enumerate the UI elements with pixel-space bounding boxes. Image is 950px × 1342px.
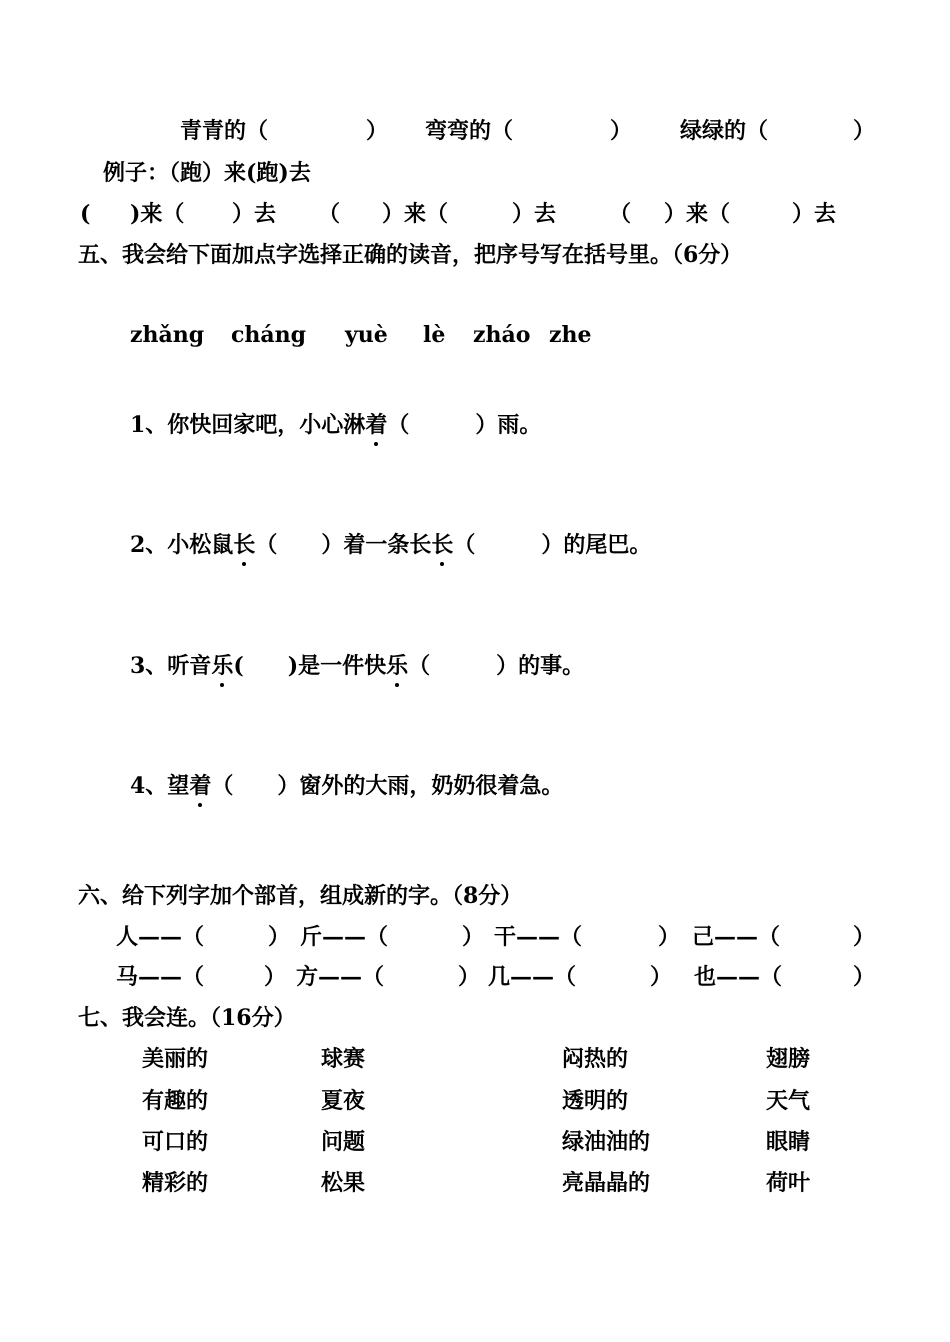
- fill-word-3-close: ）: [853, 118, 876, 144]
- lai-qu-2a: （: [318, 201, 341, 227]
- lai-qu-1a: (: [80, 201, 91, 227]
- q4-prefix: 4、望: [130, 773, 190, 799]
- example-text: 例子：（跑）来(跑)去: [103, 160, 311, 186]
- q3-suffix: （ ）的事。: [408, 653, 585, 679]
- radical-row2-2: 方——（: [296, 964, 385, 990]
- match-col3-2: 透明的: [562, 1088, 629, 1114]
- q2-mid: （ ）着一条长: [255, 532, 432, 558]
- fill-word-3: 绿绿的（: [680, 118, 769, 144]
- pinyin-2: cháng: [231, 322, 307, 348]
- q2-prefix: 2、小松鼠: [130, 532, 234, 558]
- pinyin-5: zháo: [473, 322, 531, 348]
- q1-dotted-char: 着: [365, 412, 388, 438]
- match-col4-4: 荷叶: [766, 1170, 811, 1196]
- q3-prefix: 3、听音: [130, 653, 212, 679]
- q3-dotted-char-2: 乐: [386, 653, 409, 679]
- pinyin-1: zhǎng: [130, 322, 205, 348]
- match-col2-2: 夏夜: [321, 1088, 366, 1114]
- radical-row2-1-close: ）: [264, 964, 287, 990]
- match-col3-4: 亮晶晶的: [562, 1170, 651, 1196]
- fill-word-2: 弯弯的（: [425, 118, 514, 144]
- match-col1-1: 美丽的: [142, 1046, 209, 1072]
- lai-qu-2b: ）来（: [382, 201, 449, 227]
- radical-row1-4: 己——（: [692, 924, 781, 950]
- match-col1-2: 有趣的: [142, 1088, 209, 1114]
- pinyin-6: zhe: [549, 322, 592, 348]
- radical-row2-4-close: ）: [853, 964, 876, 990]
- match-col1-4: 精彩的: [142, 1170, 209, 1196]
- pinyin-4: lè: [423, 322, 446, 348]
- lai-qu-2c: ）去: [512, 201, 557, 227]
- radical-row2-3: 几——（: [488, 964, 577, 990]
- question-1: [130, 410, 541, 440]
- q2-dotted-char-2: 长: [431, 532, 454, 558]
- lai-qu-1b: )来（: [130, 201, 185, 227]
- fill-word-1: 青青的（: [180, 118, 269, 144]
- section5-title: 五、我会给下面加点字选择正确的读音，把序号写在括号里。（6分）: [78, 242, 743, 268]
- radical-row2-3-close: ）: [650, 964, 673, 990]
- fill-word-1-close: ）: [366, 118, 389, 144]
- match-col4-1: 翅膀: [766, 1046, 811, 1072]
- question-2: [130, 530, 651, 560]
- match-col4-3: 眼睛: [766, 1129, 811, 1155]
- radical-row1-2-close: ）: [462, 924, 485, 950]
- q3-dotted-char-1: 乐: [211, 653, 234, 679]
- section7-title: 七、我会连。（16分）: [78, 1005, 296, 1031]
- lai-qu-3b: ）来（: [664, 201, 731, 227]
- radical-row2-1: 马——（: [116, 964, 205, 990]
- lai-qu-1c: ）去: [232, 201, 277, 227]
- q1-suffix: （ ）雨。: [387, 412, 542, 438]
- lai-qu-3c: ）去: [792, 201, 837, 227]
- radical-row1-4-close: ）: [853, 924, 876, 950]
- radical-row1-2: 斤——（: [300, 924, 389, 950]
- match-col2-1: 球赛: [321, 1046, 366, 1072]
- radical-row1-3-close: ）: [658, 924, 681, 950]
- match-col2-4: 松果: [321, 1170, 366, 1196]
- q2-dotted-char-1: 长: [233, 532, 256, 558]
- q2-suffix: （ ）的尾巴。: [453, 532, 652, 558]
- match-col4-2: 天气: [766, 1088, 811, 1114]
- section6-title: 六、给下列字加个部首，组成新的字。（8分）: [78, 883, 523, 909]
- radical-row2-2-close: ）: [458, 964, 481, 990]
- match-col2-3: 问题: [321, 1129, 366, 1155]
- q3-mid: ( )是一件快: [233, 653, 387, 679]
- fill-word-2-close: ）: [610, 118, 633, 144]
- radical-row1-3: 干——（: [494, 924, 583, 950]
- radical-row1-1: 人——（: [116, 924, 205, 950]
- question-3: [130, 651, 584, 681]
- match-col3-3: 绿油油的: [562, 1129, 651, 1155]
- q4-suffix: （ ）窗外的大雨，奶奶很着急。: [211, 773, 564, 799]
- q4-dotted-char: 着: [189, 773, 212, 799]
- radical-row1-1-close: ）: [268, 924, 291, 950]
- radical-row2-4: 也——（: [694, 964, 783, 990]
- match-col1-3: 可口的: [142, 1129, 209, 1155]
- lai-qu-3a: （: [609, 201, 632, 227]
- q1-prefix: 1、你快回家吧，小心淋: [130, 412, 366, 438]
- pinyin-3: yuè: [345, 322, 388, 348]
- question-4: [130, 771, 563, 801]
- match-col3-1: 闷热的: [562, 1046, 629, 1072]
